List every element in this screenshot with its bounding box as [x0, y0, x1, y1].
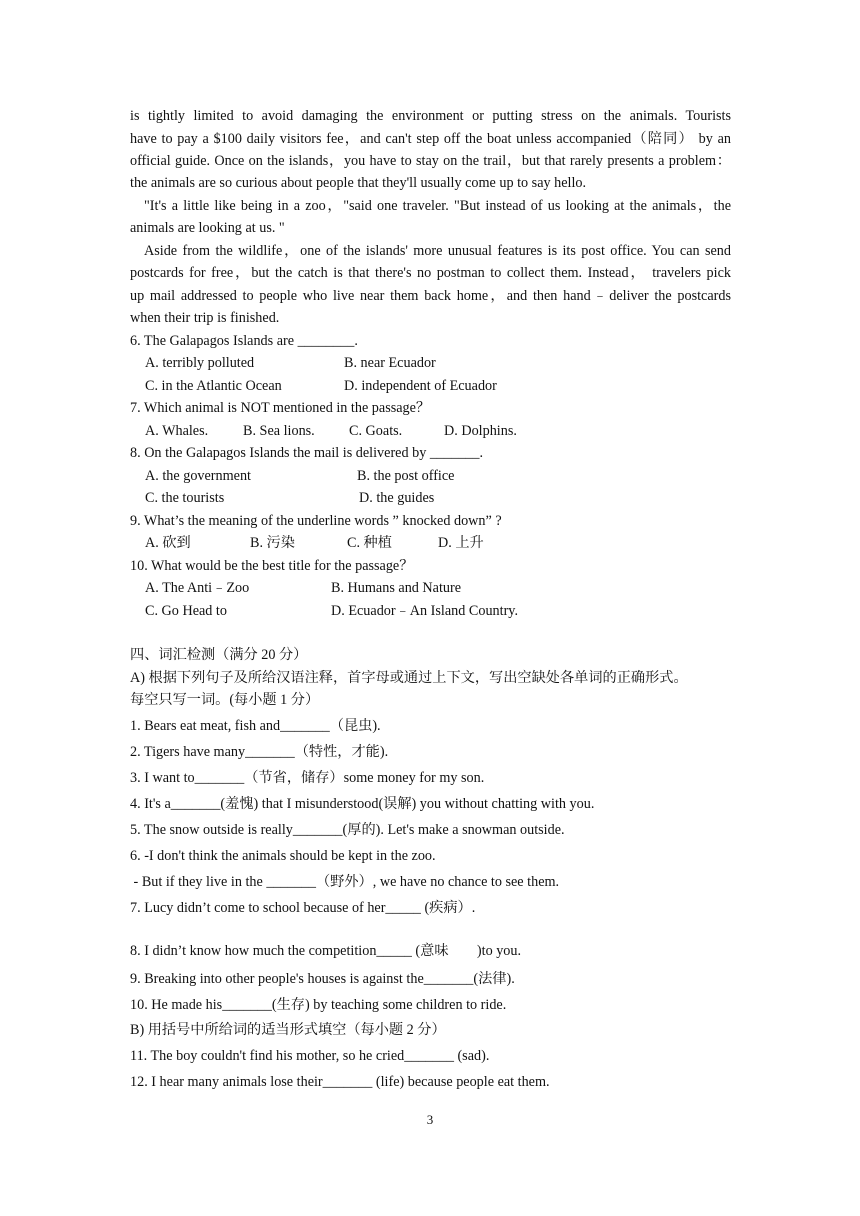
option-d: D. independent of Ecuador — [344, 378, 497, 394]
passage-line: the animals are so curious about people that they'll usually come up to say hello. — [130, 175, 587, 191]
vocab-item: 4. It's a_______(羞愧) that I misunderstood(误解) you without chatting with you. — [130, 796, 595, 812]
option-d: D. Ecuador﹣An Island Country. — [331, 603, 519, 619]
option-d: D. Dolphins. — [444, 423, 517, 439]
vocab-item: 5. The snow outside is really_______(厚的). Let's make a snowman outside. — [130, 822, 565, 838]
option-d: D. 上升 — [438, 535, 484, 551]
vocab-item: 8. I didn’t know how much the competition_____ (意味 )to you. — [130, 943, 522, 959]
option-c: C. the tourists — [145, 490, 225, 506]
part-b-instruction: B) 用括号中所给词的适当形式填空（每小题 2 分） — [130, 1022, 446, 1038]
passage-line: have to pay a $100 daily visitors fee，and can't step off the boat unless accompanied（陪同） by an — [130, 131, 731, 147]
option-c: C. 种植 — [347, 535, 392, 551]
vocab-item: 6. -I don't think the animals should be kept in the zoo. — [130, 848, 436, 864]
passage-line: Aside from the wildlife，one of the islands' more unusual features is its post office. You can send — [144, 243, 731, 259]
question-stem: 8. On the Galapagos Islands the mail is delivered by _______. — [130, 445, 484, 461]
option-b: B. Sea lions. — [243, 423, 315, 439]
question-stem: 10. What would be the best title for the passage？ — [130, 558, 414, 574]
vocab-item: 10. He made his_______(生存) by teaching some children to ride. — [130, 997, 507, 1013]
option-b: B. near Ecuador — [344, 355, 436, 371]
vocab-item: 2. Tigers have many_______（特性，才能). — [130, 744, 389, 760]
option-b: B. 污染 — [250, 535, 295, 551]
option-a: A. The Anti﹣Zoo — [145, 580, 250, 596]
passage-line: official guide. Once on the islands，you have to stay on the trail，but that rarely presents a problem： — [130, 153, 731, 169]
option-c: C. in the Atlantic Ocean — [145, 378, 282, 394]
vocab-item: 12. I hear many animals lose their_______ (life) because people eat them. — [130, 1074, 550, 1090]
part-a-instruction: 每空只写一词。(每小题 1 分） — [130, 692, 320, 708]
question-stem: 7. Which animal is NOT mentioned in the passage？ — [130, 400, 431, 416]
section-heading: 四、词汇检测（满分 20 分） — [130, 647, 308, 663]
option-a: A. Whales. — [145, 423, 209, 439]
passage-line: animals are looking at us. " — [130, 220, 285, 236]
vocab-item: 11. The boy couldn't find his mother, so he cried_______ (sad). — [130, 1048, 490, 1064]
passage-line: when their trip is finished. — [130, 310, 280, 326]
passage-line: "It's a little like being in a zoo，"said one traveler. "But instead of us looking at the animals，the — [144, 198, 731, 214]
vocab-item: 9. Breaking into other people's houses is against the_______(法律). — [130, 971, 515, 987]
question-stem: 9. What’s the meaning of the underline words ” knocked down” ? — [130, 513, 502, 529]
option-b: B. the post office — [357, 468, 455, 484]
option-c: C. Go Head to — [145, 603, 227, 619]
passage-line: postcards for free，but the catch is that there's no postman to collect them. Instead， travelers pick — [130, 265, 731, 281]
option-c: C. Goats. — [349, 423, 403, 439]
question-stem: 6. The Galapagos Islands are ________. — [130, 333, 358, 349]
option-d: D. the guides — [359, 490, 435, 506]
vocab-item: - But if they live in the _______（野外）, we have no chance to see them. — [130, 874, 560, 890]
page-number: 3 — [426, 1112, 434, 1127]
vocab-item: 1. Bears eat meat, fish and_______（昆虫). — [130, 718, 381, 734]
vocab-item: 7. Lucy didn’t come to school because of her_____ (疾病）. — [130, 900, 476, 916]
option-a: A. 砍到 — [145, 535, 191, 551]
part-a-instruction: A) 根据下列句子及所给汉语注释，首字母或通过上下文，写出空缺处各单词的正确形式。 — [130, 670, 688, 686]
option-b: B. Humans and Nature — [331, 580, 462, 596]
option-a: A. the government — [145, 468, 251, 484]
option-a: A. terribly polluted — [145, 355, 255, 371]
passage-line: is tightly limited to avoid damaging the environment or putting stress on the animals. Tourists — [130, 108, 731, 124]
vocab-item: 3. I want to_______（节省，储存）some money for my son. — [130, 770, 485, 786]
passage-line: up mail addressed to people who live near them back home，and then hand﹣deliver the postcards — [130, 288, 731, 304]
